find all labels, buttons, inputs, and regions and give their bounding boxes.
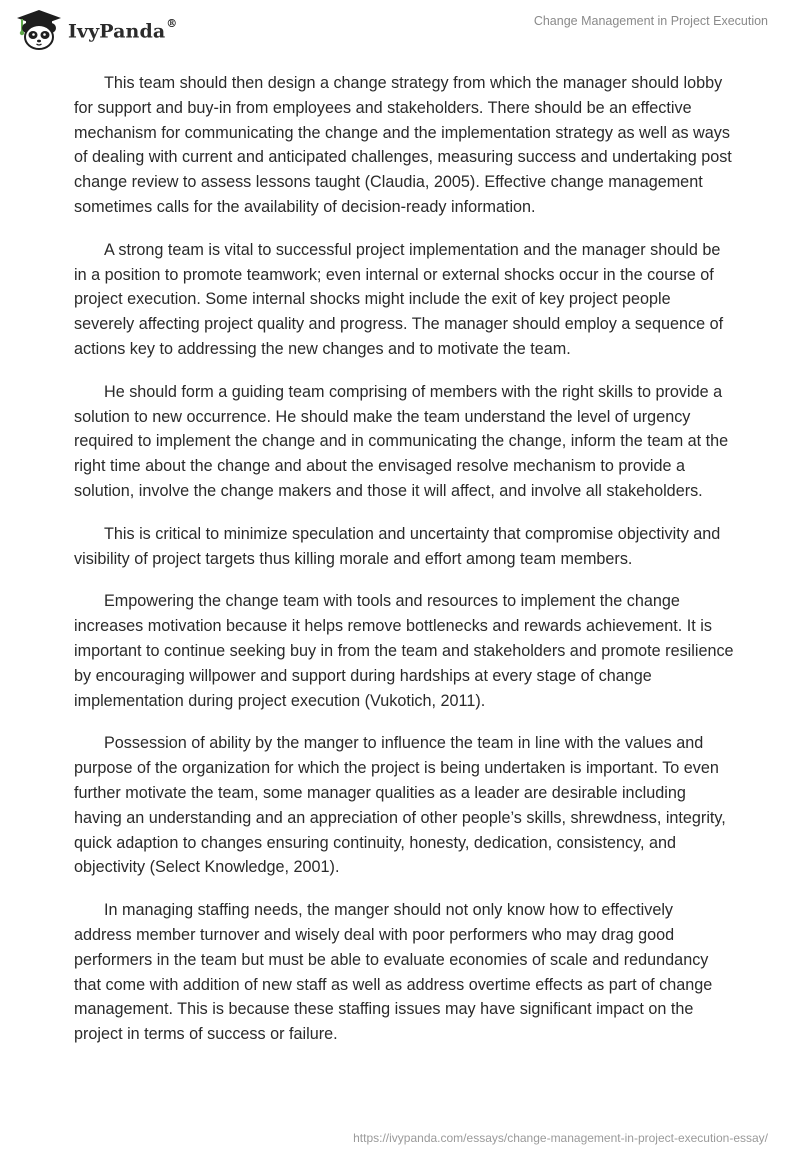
document-title: Change Management in Project Execution [533,14,768,28]
paragraph-2: A strong team is vital to successful project implementation and the manager should be in a position to promote teamwork; even internal or external shocks occur in the course of project execution. Some internal shocks might include the exit of key project people severely affecting project quality and progress. The manager should employ a sequence of actions key to addressing the new changes and to motivate the team. [74,240,724,358]
panda-graduate-icon [14,8,64,52]
registered-mark: ® [166,16,178,30]
paragraph-4: This is critical to minimize speculation and uncertainty that compromise objectivity and visibility of project targets thus killing morale and effort among team members. [74,524,721,568]
paragraph-3: He should form a guiding team comprising of members with the right skills to provide a solution to new occurrence. He should make the team understand the level of urgency required to implement the change and in communicating the change, inform the team at the right time about the change and about the envisaged resolve mechanism to provide a solution, involve the change makers and those it will affect, and involve all stakeholders. [74,382,729,500]
brand-name: IvyPanda® [68,16,178,43]
brand-logo[interactable] [14,8,177,52]
essay-body [74,71,734,1065]
source-url[interactable]: https://ivypanda.com/essays/change-management-in-project-execution-essay/ [353,1131,768,1145]
paragraph-6: Possession of ability by the manger to influence the team in line with the values and purpose of the organization for which the project is being undertaken is important. To even further motivate the team, some manager qualities as a leader are desirable including having an understanding and an appreciation of other people’s skills, shrewdness, integrity, quick adaption to changes ensuring continuity, honesty, dedication, consistency, and objectivity (Select Knowledge, 2001). [74,734,726,877]
paragraph-7: In managing staffing needs, the manger should not only know how to effectively address member turnover and wisely deal with poor performers who may drag good performers in the team but must be able to evaluate economies of scale and redundancy that come with addition of new staff as well as address overtime effects as part of change management. This is because these staffing issues may have significant impact on the project in terms of success or failure. [74,901,713,1044]
paragraph-1: This team should then design a change strategy from which the manager should lobby for support and buy-in from employees and stakeholders. There should be an effective mechanism for communicating the change and the implementation strategy as well as ways of dealing with current and anticipated challenges, measuring success and undertaking post change review to assess lessons taught (Claudia, 2005). Effective change management sometimes calls for the availability of decision-ready information. [74,74,732,216]
page-header [0,0,800,60]
paragraph-5: Empowering the change team with tools and resources to implement the change increases motivation because it helps remove bottlenecks and rewards achievement. It is important to continue seeking buy in from the team and stakeholders and promote resilience by encouraging willpower and support during hardships at every stage of change implementation during project execution (Vukotich, 2011). [74,592,734,710]
